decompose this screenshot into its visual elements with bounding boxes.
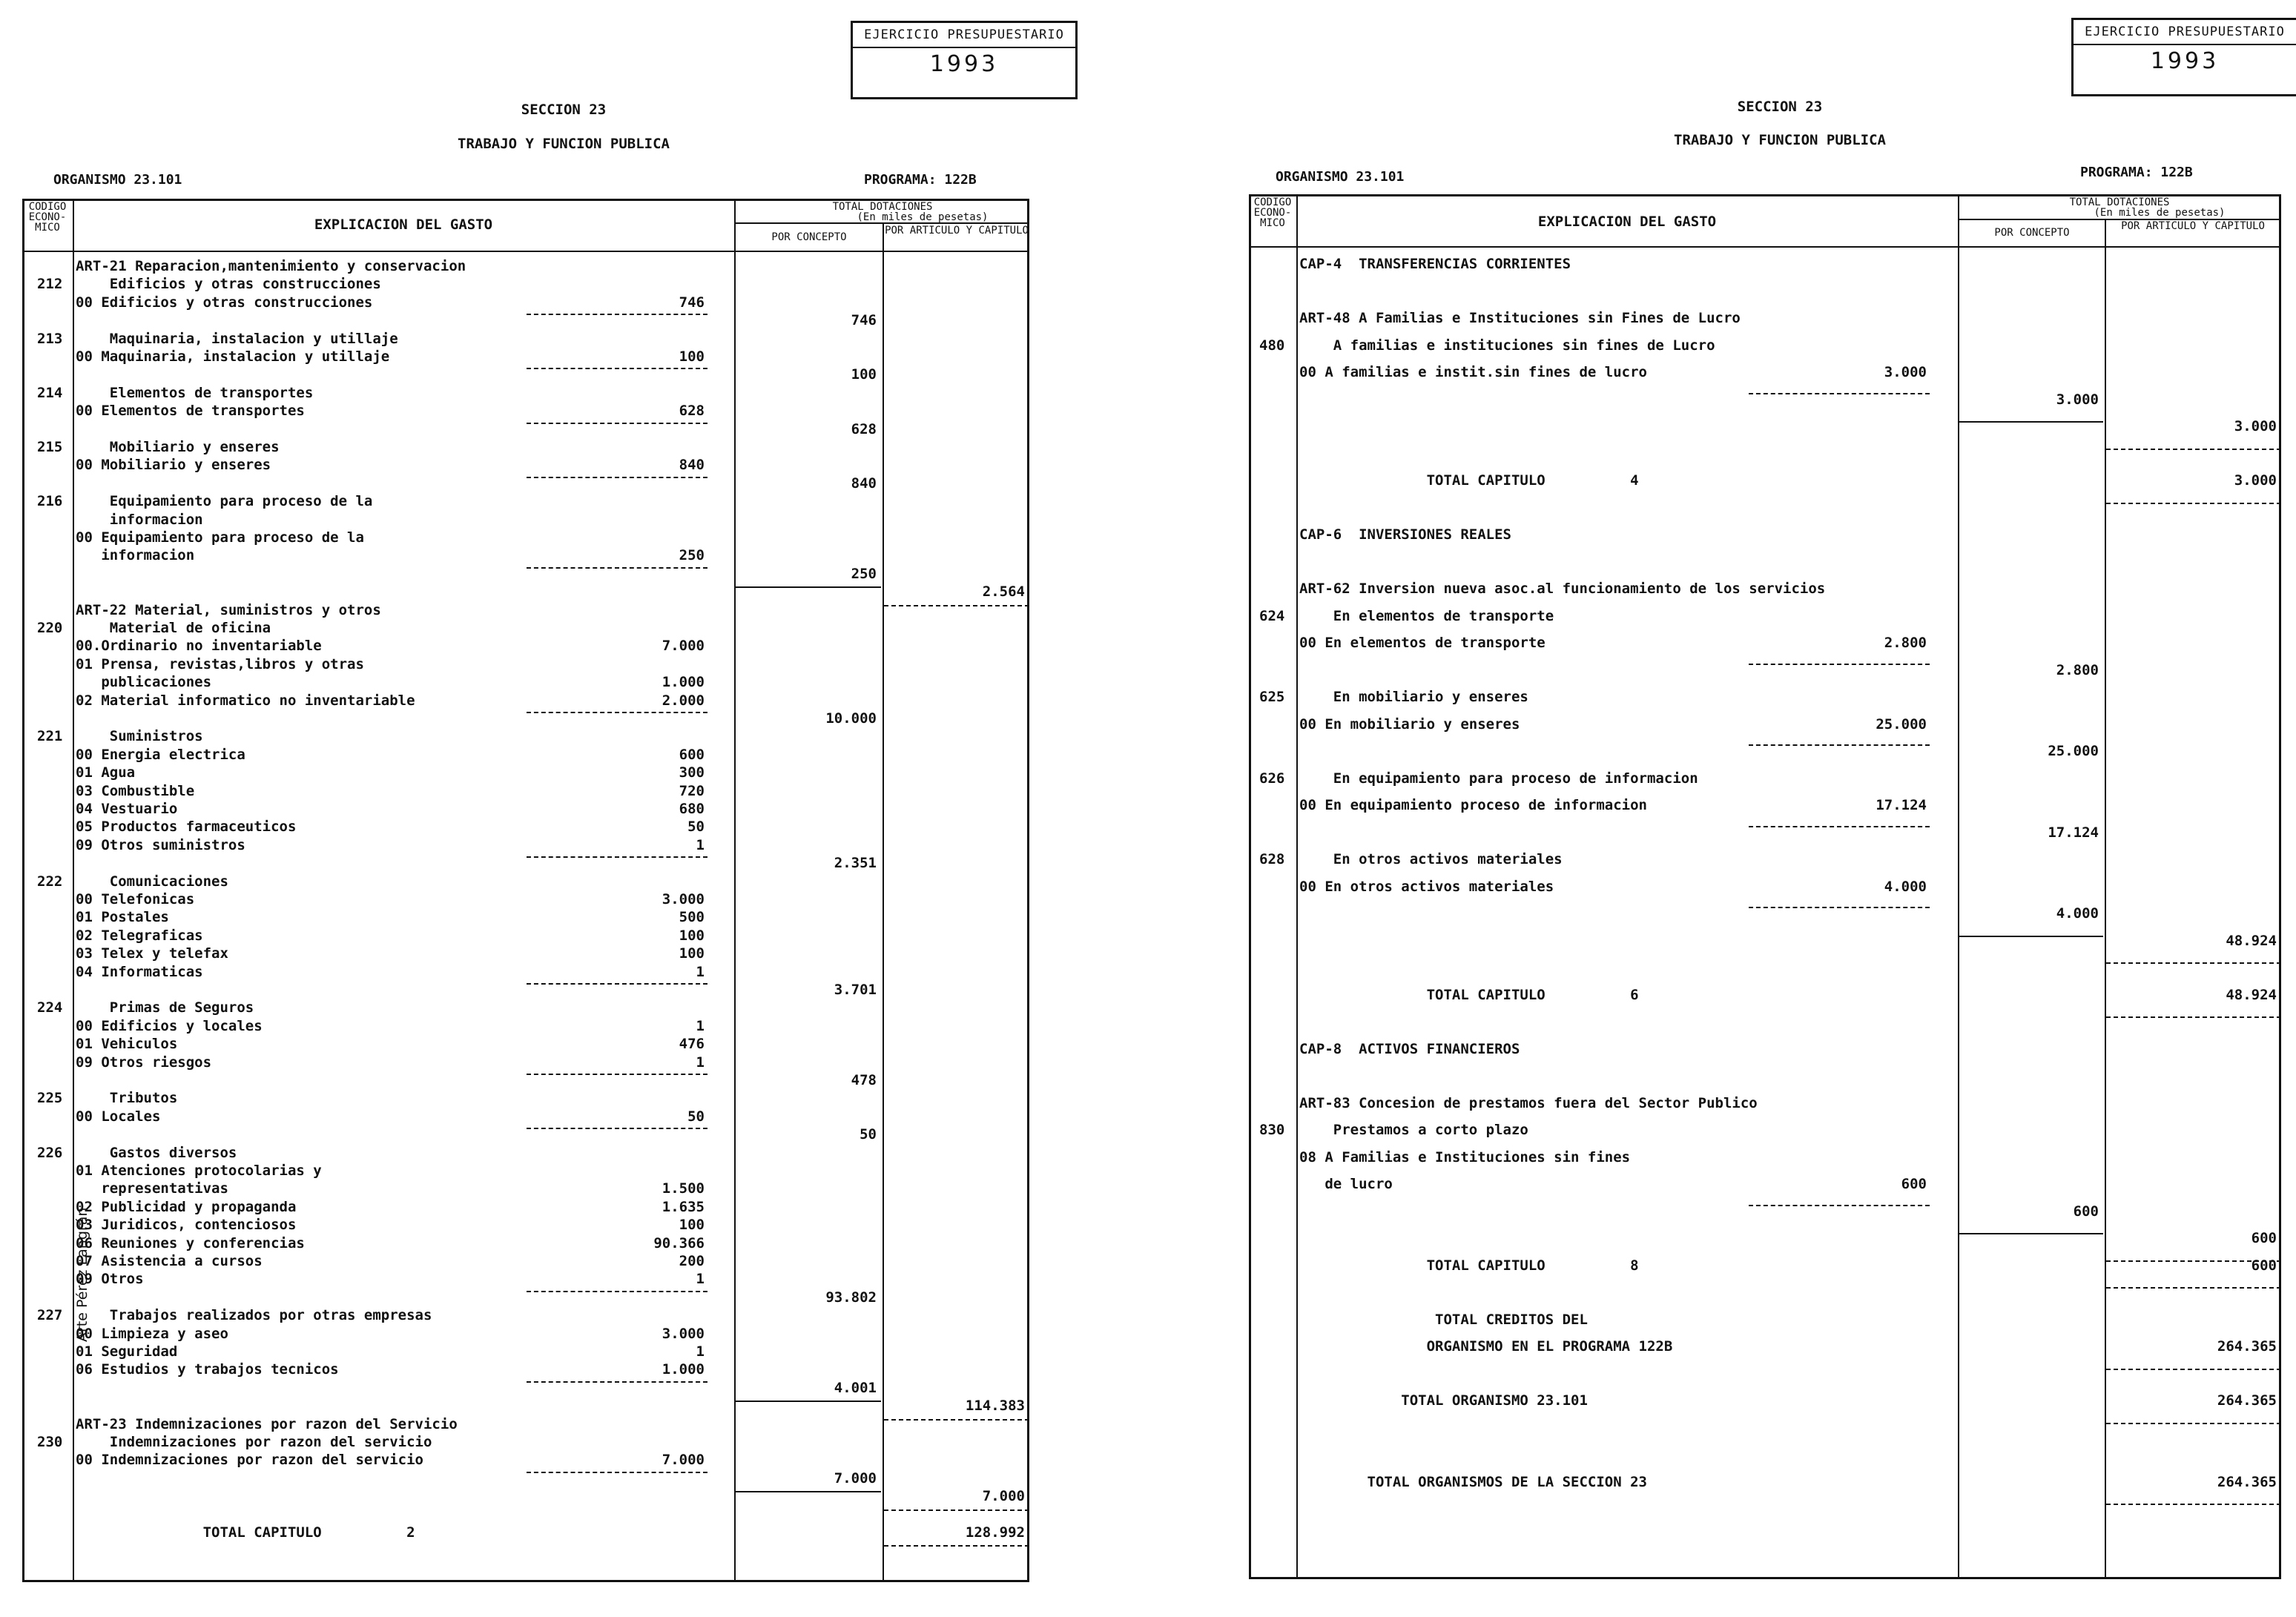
seccion-title: SECCION 23 bbox=[521, 102, 607, 118]
seccion-title: SECCION 23 bbox=[1737, 99, 1823, 115]
subtotal-rule bbox=[527, 314, 707, 315]
row-subconcept-amount: 25.000 bbox=[1876, 715, 1927, 733]
row-article-total: 128.992 bbox=[965, 1524, 1025, 1541]
row-article-total: 600 bbox=[2251, 1230, 2277, 1246]
row-article-total: 3.000 bbox=[2234, 418, 2277, 434]
row-subconcept-amount: 600 bbox=[679, 746, 705, 763]
subtotal-rule bbox=[527, 1472, 707, 1473]
concepto-head: POR CONCEPTO bbox=[1994, 227, 2070, 239]
row-description: 04 Vestuario bbox=[76, 801, 178, 817]
row-concept-total: 7.000 bbox=[834, 1469, 877, 1487]
row-subconcept-amount: 3.000 bbox=[662, 891, 705, 907]
row-description: 00 Energia electrica bbox=[76, 746, 245, 763]
row-subconcept-amount: 100 bbox=[679, 1217, 705, 1234]
row-description: 06 Estudios y trabajos tecnicos bbox=[76, 1361, 339, 1378]
row-concept-total: 17.124 bbox=[2048, 824, 2099, 841]
row-description: Elementos de transportes bbox=[76, 384, 314, 401]
subtotal-rule bbox=[1749, 744, 1930, 746]
row-description: ART-22 Material, suministros y otros bbox=[76, 601, 381, 618]
subtotal-rule bbox=[527, 567, 707, 569]
row-description: TOTAL CAPITULO 6 bbox=[1299, 986, 1639, 1003]
row-description: ART-83 Concesion de prestamos fuera del Sector Publico bbox=[1299, 1094, 1758, 1111]
row-description: 00 Edificios y otras construcciones bbox=[76, 294, 373, 311]
row-description: ART-21 Reparacion,mantenimiento y conservacion bbox=[76, 258, 466, 274]
row-code: 225 bbox=[37, 1090, 63, 1107]
row-description: TOTAL CAPITULO 8 bbox=[1299, 1257, 1639, 1274]
row-description: 02 Publicidad y propaganda bbox=[76, 1198, 297, 1215]
row-description: 05 Productos farmaceuticos bbox=[76, 819, 297, 836]
row-description: 09 Otros riesgos bbox=[76, 1054, 212, 1071]
articulo-head: POR ARTICULO Y CAPITULO bbox=[2121, 220, 2265, 232]
row-description: 00 En mobiliario y enseres bbox=[1299, 715, 1520, 733]
row-description: CAP-6 INVERSIONES REALES bbox=[1299, 526, 1511, 543]
row-article-total: 3.000 bbox=[2234, 472, 2277, 489]
row-subconcept-amount: 7.000 bbox=[662, 638, 705, 655]
row-concept-total: 478 bbox=[851, 1072, 877, 1088]
margin-annotation: Arte Pérez Langrán bbox=[74, 1207, 90, 1342]
subtotal-rule bbox=[527, 368, 707, 369]
row-subconcept-amount: 600 bbox=[1901, 1176, 1927, 1192]
concept-rule bbox=[1959, 421, 2103, 423]
budget-year-box bbox=[851, 21, 1078, 99]
row-concept-total: 2.351 bbox=[834, 855, 877, 872]
row-description: 09 Otros bbox=[76, 1271, 144, 1288]
right-page bbox=[1216, 0, 2296, 1617]
row-subconcept-amount: 746 bbox=[679, 294, 705, 311]
row-concept-total: 4.001 bbox=[834, 1379, 877, 1396]
row-subconcept-amount: 1.635 bbox=[662, 1198, 705, 1215]
row-description: ART-23 Indemnizaciones por razon del Servicio bbox=[76, 1415, 458, 1432]
row-description: En equipamiento para proceso de informacion bbox=[1299, 770, 1698, 787]
row-description: CAP-8 ACTIVOS FINANCIEROS bbox=[1299, 1040, 1520, 1057]
row-description: 00 Equipamiento para proceso de la bbox=[76, 529, 364, 546]
organismo-label: ORGANISMO 23.101 bbox=[53, 172, 182, 188]
explicacion-head: EXPLICACION DEL GASTO bbox=[1537, 214, 1717, 230]
row-code: 216 bbox=[37, 493, 63, 510]
row-code: 214 bbox=[37, 384, 63, 401]
col-divider bbox=[883, 222, 884, 1582]
row-description: Comunicaciones bbox=[76, 873, 228, 890]
article-rule bbox=[884, 1545, 1029, 1547]
concept-rule bbox=[736, 586, 881, 588]
row-description: 01 Agua bbox=[76, 764, 136, 781]
left-page bbox=[0, 0, 1064, 1617]
row-concept-total: 3.000 bbox=[2056, 391, 2099, 408]
row-subconcept-amount: 300 bbox=[679, 764, 705, 781]
row-description: 00 Edificios y locales bbox=[76, 1017, 263, 1034]
year-label: 1993 bbox=[2150, 48, 2220, 74]
row-description: Gastos diversos bbox=[76, 1144, 237, 1161]
row-concept-total: 4.000 bbox=[2056, 905, 2099, 922]
row-description: representativas bbox=[76, 1180, 228, 1197]
programa-label: PROGRAMA: 122B bbox=[864, 172, 977, 188]
row-subconcept-amount: 1 bbox=[696, 1054, 705, 1071]
miles-head: (En miles de pesetas) bbox=[857, 211, 989, 223]
subtotal-rule bbox=[1749, 826, 1930, 827]
row-description: En mobiliario y enseres bbox=[1299, 689, 1528, 705]
row-description: 00 En elementos de transporte bbox=[1299, 635, 1545, 651]
col-divider bbox=[1958, 194, 1959, 1579]
row-code: 226 bbox=[37, 1144, 63, 1161]
row-concept-total: 50 bbox=[860, 1126, 877, 1143]
row-subconcept-amount: 1.500 bbox=[662, 1180, 705, 1197]
row-description: TOTAL ORGANISMOS DE LA SECCION 23 bbox=[1299, 1473, 1647, 1490]
col-divider bbox=[734, 199, 736, 1582]
row-subconcept-amount: 840 bbox=[679, 457, 705, 474]
row-description: 00 Mobiliario y enseres bbox=[76, 457, 271, 474]
row-concept-total: 10.000 bbox=[825, 710, 877, 727]
ministry-title: TRABAJO Y FUNCION PUBLICA bbox=[458, 136, 670, 152]
row-description: En elementos de transporte bbox=[1299, 607, 1554, 624]
row-subconcept-amount: 50 bbox=[687, 1108, 705, 1125]
row-subconcept-amount: 100 bbox=[679, 945, 705, 962]
row-description: Edificios y otras construcciones bbox=[76, 276, 381, 293]
article-rule bbox=[2106, 1369, 2281, 1370]
row-subconcept-amount: 1 bbox=[696, 836, 705, 853]
article-rule bbox=[2106, 1504, 2281, 1505]
row-code: 215 bbox=[37, 439, 63, 455]
row-code: 221 bbox=[37, 728, 63, 745]
row-description: 00 Indemnizaciones por razon del servicio bbox=[76, 1452, 423, 1469]
row-description: ORGANISMO EN EL PROGRAMA 122B bbox=[1299, 1338, 1673, 1355]
row-description: TOTAL CAPITULO 4 bbox=[1299, 472, 1639, 489]
subtotal-rule bbox=[527, 1074, 707, 1075]
row-description: 06 Reuniones y conferencias bbox=[76, 1234, 305, 1251]
subtotal-rule bbox=[527, 1381, 707, 1383]
row-description: Maquinaria, instalacion y utillaje bbox=[76, 330, 398, 347]
programa-label: PROGRAMA: 122B bbox=[2080, 165, 2193, 180]
articulo-head: POR ARTICULO Y CAPITULO bbox=[885, 225, 1029, 237]
concept-rule bbox=[736, 1491, 881, 1492]
row-description: 00 A familias e instit.sin fines de lucro bbox=[1299, 364, 1647, 380]
row-code: 625 bbox=[1259, 689, 1285, 705]
row-concept-total: 3.701 bbox=[834, 982, 877, 998]
article-rule bbox=[884, 605, 1029, 606]
explicacion-head: EXPLICACION DEL GASTO bbox=[314, 216, 493, 233]
organismo-label: ORGANISMO 23.101 bbox=[1276, 169, 1405, 185]
row-article-total: 600 bbox=[2251, 1257, 2277, 1274]
row-subconcept-amount: 1 bbox=[696, 1343, 705, 1360]
row-subconcept-amount: 3.000 bbox=[1884, 364, 1927, 380]
row-subconcept-amount: 100 bbox=[679, 348, 705, 365]
col-divider bbox=[73, 199, 74, 1582]
row-concept-total: 746 bbox=[851, 312, 877, 329]
budget-year-box bbox=[2071, 18, 2296, 96]
subtotal-rule bbox=[1749, 393, 1930, 394]
row-description: 03 Telex y telefax bbox=[76, 945, 228, 962]
row-description: 00 Limpieza y aseo bbox=[76, 1325, 228, 1342]
row-subconcept-amount: 500 bbox=[679, 909, 705, 926]
row-description: Prestamos a corto plazo bbox=[1299, 1122, 1528, 1138]
row-code: 220 bbox=[37, 620, 63, 636]
row-article-total: 114.383 bbox=[965, 1398, 1025, 1415]
subtotal-rule bbox=[1749, 664, 1930, 665]
row-concept-total: 628 bbox=[851, 420, 877, 437]
row-description: 09 Otros suministros bbox=[76, 836, 245, 853]
row-subconcept-amount: 1.000 bbox=[662, 1361, 705, 1378]
miles-head: (En miles de pesetas) bbox=[2094, 207, 2226, 219]
codigo-head: CODIGO ECONO- MICO bbox=[28, 201, 67, 234]
col-divider bbox=[1296, 194, 1298, 1579]
row-code: 213 bbox=[37, 330, 63, 347]
row-description: 01 Seguridad bbox=[76, 1343, 178, 1360]
row-subconcept-amount: 50 bbox=[687, 819, 705, 836]
row-code: 212 bbox=[37, 276, 63, 293]
row-subconcept-amount: 1 bbox=[696, 1017, 705, 1034]
row-article-total: 48.924 bbox=[2226, 986, 2277, 1003]
row-subconcept-amount: 720 bbox=[679, 782, 705, 799]
row-description: informacion bbox=[76, 511, 203, 528]
row-subconcept-amount: 680 bbox=[679, 801, 705, 817]
row-description: Equipamiento para proceso de la bbox=[76, 493, 373, 510]
codigo-head: CODIGO ECONO- MICO bbox=[1253, 196, 1292, 229]
concept-rule bbox=[736, 1401, 881, 1402]
row-description: 00 Locales bbox=[76, 1108, 161, 1125]
row-concept-total: 25.000 bbox=[2048, 743, 2099, 759]
row-subconcept-amount: 628 bbox=[679, 403, 705, 420]
article-rule bbox=[2106, 962, 2281, 964]
row-subconcept-amount: 250 bbox=[679, 547, 705, 564]
row-description: 00.Ordinario no inventariable bbox=[76, 638, 322, 655]
row-subconcept-amount: 90.366 bbox=[653, 1234, 705, 1251]
year-label: 1993 bbox=[929, 51, 999, 77]
row-concept-total: 840 bbox=[851, 474, 877, 492]
concept-rule bbox=[1959, 1233, 2103, 1234]
row-code: 230 bbox=[37, 1434, 63, 1450]
row-description: En otros activos materiales bbox=[1299, 851, 1563, 867]
row-description: Tributos bbox=[76, 1090, 178, 1107]
row-description: ART-48 A Familias e Instituciones sin Fines de Lucro bbox=[1299, 310, 1741, 326]
row-article-total: 48.924 bbox=[2226, 932, 2277, 949]
row-description: Mobiliario y enseres bbox=[76, 439, 280, 455]
row-concept-total: 250 bbox=[851, 565, 877, 582]
article-rule bbox=[884, 1419, 1029, 1421]
row-description: TOTAL CAPITULO 2 bbox=[76, 1524, 415, 1541]
total-head: TOTAL DOTACIONES bbox=[2069, 196, 2170, 208]
row-description: CAP-4 TRANSFERENCIAS CORRIENTES bbox=[1299, 256, 1571, 272]
row-description: 07 Asistencia a cursos bbox=[76, 1253, 263, 1269]
row-description: Indemnizaciones por razon del servicio bbox=[76, 1434, 432, 1450]
row-description: 00 Maquinaria, instalacion y utillaje bbox=[76, 348, 390, 365]
row-article-total: 264.365 bbox=[2217, 1338, 2277, 1355]
row-description: Primas de Seguros bbox=[76, 999, 254, 1016]
subtotal-rule bbox=[527, 1128, 707, 1129]
row-subconcept-amount: 3.000 bbox=[662, 1325, 705, 1342]
ministry-title: TRABAJO Y FUNCION PUBLICA bbox=[1674, 132, 1886, 148]
row-subconcept-amount: 4.000 bbox=[1884, 878, 1927, 895]
row-description: publicaciones bbox=[76, 674, 212, 691]
row-concept-total: 100 bbox=[851, 366, 877, 383]
article-rule bbox=[2106, 1287, 2281, 1289]
concepto-head: POR CONCEPTO bbox=[771, 231, 847, 243]
row-article-total: 7.000 bbox=[982, 1488, 1025, 1505]
row-description: TOTAL ORGANISMO 23.101 bbox=[1299, 1392, 1588, 1409]
row-description: TOTAL CREDITOS DEL bbox=[1299, 1311, 1588, 1328]
row-code: 626 bbox=[1259, 770, 1285, 787]
subtotal-rule bbox=[527, 477, 707, 478]
article-rule bbox=[2106, 449, 2281, 450]
header-divider bbox=[1249, 246, 2281, 248]
row-subconcept-amount: 476 bbox=[679, 1036, 705, 1053]
row-subconcept-amount: 1.000 bbox=[662, 674, 705, 691]
article-rule bbox=[884, 1509, 1029, 1511]
row-description: 01 Atenciones protocolarias y bbox=[76, 1163, 322, 1179]
col-divider bbox=[2105, 219, 2106, 1579]
row-description: 02 Material informatico no inventariable bbox=[76, 692, 415, 709]
row-subconcept-amount: 2.800 bbox=[1884, 635, 1927, 651]
row-article-total: 264.365 bbox=[2217, 1473, 2277, 1490]
subtotal-rule bbox=[527, 423, 707, 424]
total-head: TOTAL DOTACIONES bbox=[832, 201, 933, 213]
row-description: ART-62 Inversion nueva asoc.al funcionamiento de los servicios bbox=[1299, 581, 1826, 597]
row-description: 01 Postales bbox=[76, 909, 169, 926]
row-description: Material de oficina bbox=[76, 620, 271, 636]
row-subconcept-amount: 200 bbox=[679, 1253, 705, 1269]
row-description: 08 A Familias e Instituciones sin fines bbox=[1299, 1148, 1631, 1165]
article-rule bbox=[2106, 503, 2281, 504]
row-description: 03 Combustible bbox=[76, 782, 195, 799]
row-code: 224 bbox=[37, 999, 63, 1016]
row-code: 480 bbox=[1259, 337, 1285, 354]
row-article-total: 2.564 bbox=[982, 583, 1025, 601]
article-rule bbox=[2106, 1423, 2281, 1424]
ejercicio-label: EJERCICIO PRESUPUESTARIO bbox=[2074, 24, 2296, 45]
row-description: 00 En otros activos materiales bbox=[1299, 878, 1554, 895]
header-divider bbox=[22, 251, 1029, 252]
row-subconcept-amount: 1 bbox=[696, 963, 705, 980]
row-description: Trabajos realizados por otras empresas bbox=[76, 1307, 432, 1324]
subtotal-rule bbox=[1749, 1205, 1930, 1206]
row-subconcept-amount: 7.000 bbox=[662, 1452, 705, 1469]
row-concept-total: 2.800 bbox=[2056, 661, 2099, 678]
row-code: 830 bbox=[1259, 1122, 1285, 1138]
row-code: 227 bbox=[37, 1307, 63, 1324]
row-subconcept-amount: 17.124 bbox=[1876, 797, 1927, 813]
row-subconcept-amount: 2.000 bbox=[662, 692, 705, 709]
row-description: 03 Juridicos, contenciosos bbox=[76, 1217, 297, 1234]
row-subconcept-amount: 100 bbox=[679, 927, 705, 944]
subtotal-rule bbox=[527, 1291, 707, 1292]
row-description: 02 Telegraficas bbox=[76, 927, 203, 944]
row-subconcept-amount: 1 bbox=[696, 1271, 705, 1288]
article-rule bbox=[2106, 1016, 2281, 1018]
row-description: A familias e instituciones sin fines de Lucro bbox=[1299, 337, 1715, 354]
row-article-total: 264.365 bbox=[2217, 1392, 2277, 1409]
row-description: informacion bbox=[76, 547, 195, 564]
subtotal-rule bbox=[1749, 907, 1930, 908]
subtotal-rule bbox=[527, 856, 707, 858]
row-description: 00 Elementos de transportes bbox=[76, 403, 305, 420]
row-code: 624 bbox=[1259, 607, 1285, 624]
row-code: 628 bbox=[1259, 851, 1285, 867]
row-description: de lucro bbox=[1299, 1176, 1393, 1192]
ejercicio-label: EJERCICIO PRESUPUESTARIO bbox=[853, 27, 1075, 48]
row-concept-total: 600 bbox=[2073, 1203, 2099, 1220]
row-description: 01 Prensa, revistas,libros y otras bbox=[76, 655, 364, 672]
row-description: 00 En equipamiento proceso de informacion bbox=[1299, 797, 1647, 813]
row-description: 00 Telefonicas bbox=[76, 891, 195, 907]
row-code: 222 bbox=[37, 873, 63, 890]
row-description: 04 Informaticas bbox=[76, 963, 203, 980]
row-description: Suministros bbox=[76, 728, 203, 745]
subtotal-rule bbox=[527, 983, 707, 985]
concept-rule bbox=[1959, 936, 2103, 937]
row-description: 01 Vehiculos bbox=[76, 1036, 178, 1053]
row-concept-total: 93.802 bbox=[825, 1289, 877, 1306]
subtotal-rule bbox=[527, 712, 707, 713]
